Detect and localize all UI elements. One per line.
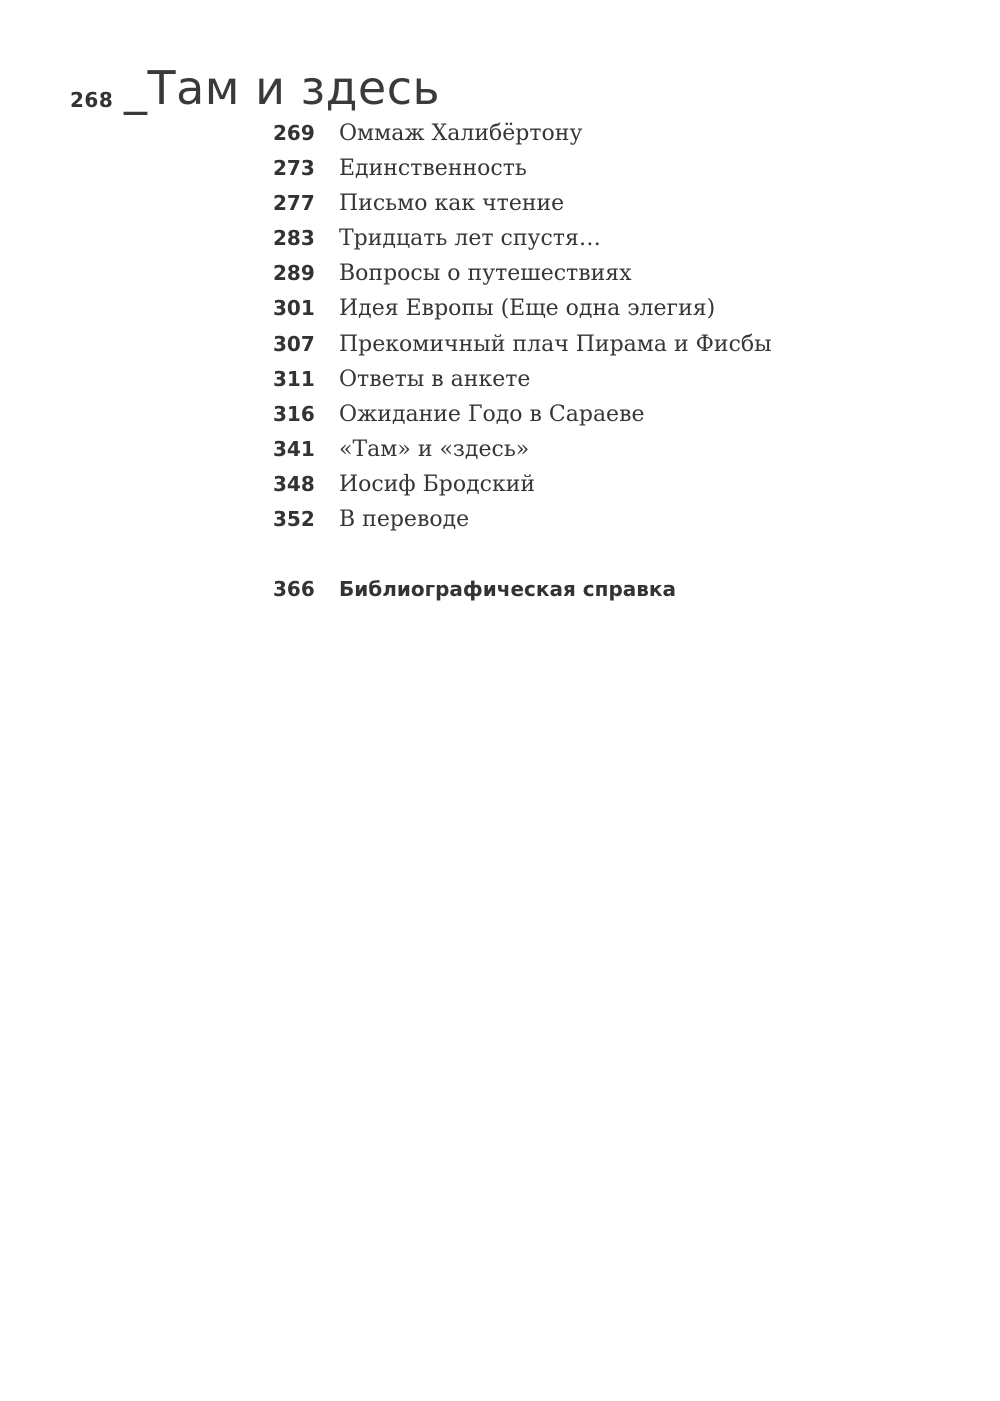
toc-entry-page: 341 [273,436,315,461]
toc-entry-title: Вопросы о путешествиях [339,261,632,287]
toc-entry-title: Иосиф Бродский [339,471,536,497]
toc-entry-page: 301 [273,296,315,321]
toc-entry [273,256,963,291]
toc-list [273,116,963,537]
section-page-number: 268 [70,88,114,112]
toc-entry [273,432,963,467]
toc-entry-title: В переводе [339,507,470,533]
toc-entry-title: Идея Европы (Еще одна элегия) [339,296,716,322]
toc-entry-title: Тридцать лет спустя… [339,226,601,252]
toc-entry-page: 316 [273,401,315,426]
bibliography-page: 366 [273,577,315,601]
section-title: _Там и здесь [124,61,441,115]
bibliography-title: Библиографическая справка [339,577,676,601]
toc-entry-title: Единственность [339,156,527,182]
toc-entry [273,467,963,502]
toc-entry-page: 277 [273,191,315,216]
toc-entry [273,116,963,151]
toc-entry-title: Ожидание Годо в Сараеве [339,401,645,427]
toc-entry [273,221,963,256]
toc-entry [273,327,963,362]
toc-entry-title: Прекомичный плач Пирама и Фисбы [339,331,772,357]
toc-entry-page: 269 [273,121,315,145]
toc-entry-page: 289 [273,261,315,286]
toc-entry [273,151,963,186]
toc-entry-title: «Там» и «здесь» [339,436,530,462]
toc-entry [273,502,963,537]
toc-entry-title: Письмо как чтение [339,191,565,217]
toc-entry-page: 352 [273,507,315,532]
toc-entry-page: 283 [273,226,315,251]
bibliography-entry [273,572,963,607]
toc-entry [273,362,963,397]
toc-entry [273,291,963,326]
toc-entry-page: 311 [273,366,315,391]
toc-entry-page: 273 [273,156,315,181]
toc-entry-title: Оммаж Халибёртону [339,121,583,146]
toc-entry-page: 348 [273,471,315,496]
toc-entry [273,186,963,221]
toc-entry-title: Ответы в анкете [339,366,531,392]
toc-entry [273,397,963,432]
toc-entry-page: 307 [273,331,315,356]
